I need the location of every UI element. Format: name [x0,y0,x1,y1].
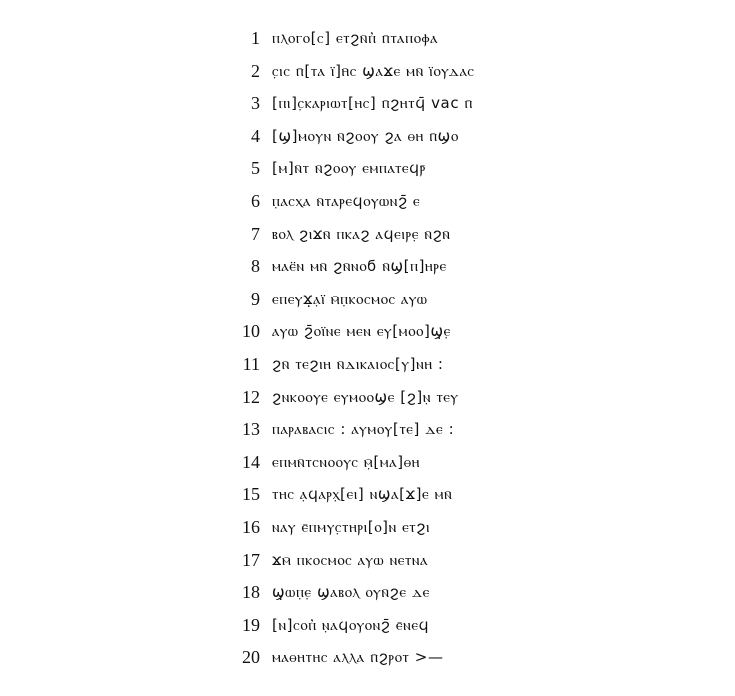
line-number: 4 [251,125,260,146]
line-number: 6 [251,190,260,211]
line-text: [ϣ]ⲙⲟⲩⲛ ⲛ̄ϩⲟⲟⲩ ϩⲁ ⲑⲏ ⲡ̄ϣⲟ [272,126,459,145]
line-text: ⲡⲗⲟⲅⲟ[ⲥ] ⲉⲧϩⲛ̄ⲡ̓ ⲡ̄ⲧⲁⲡⲟⲫⲁ [272,29,439,47]
line-number: 11 [242,353,260,374]
line-7 [0,220,735,253]
line-number: 9 [251,288,260,309]
line-text: ⲃⲟⲗ ϩⲓϫⲛ̄ ⲡⲕⲁϩ ⲁϥⲉⲓⲣⲉ̣ ⲛ̄ϩⲛ̄ [272,224,451,243]
line-text: [ⲙ]ⲛ̄ⲧ ⲛ̄ϩⲟⲟⲩ ⲉⲙⲡⲁⲧⲉϥⲣ̄ [272,159,426,178]
line-number: 2 [251,60,260,81]
line-8 [0,252,735,285]
line-text: ⲡⲁⲣⲁⲃⲁⲥⲓⲥ : ⲁⲩⲙⲟⲩ̣[ⲧⲉ] ⲇⲉ : [272,420,455,439]
line-6 [0,187,735,220]
line-text: ⲁⲩⲱ ϩ̄ⲟⲓ̈ⲛⲉ ⲙⲉⲛ ⲉⲩ[ⲙⲟⲟ]ϣ̣ⲉ̣ [272,322,451,341]
line-4 [0,122,735,155]
line-text: ⲥ̣ⲓⲥ ⲡ̄[ⲧⲁ ⲓ̈]ⲏ̄ⲥ ϣⲁϫⲉ ⲙⲛ̄ ⲓ̈ⲟⲩⲇⲁⲥ [272,61,475,80]
line-number: 5 [251,158,260,179]
line-3 [0,89,735,122]
line-10 [0,317,735,350]
line-number: 10 [242,321,260,342]
line-number: 19 [242,614,260,635]
line-18 [0,578,735,611]
line-number: 20 [242,647,260,668]
line-5 [0,154,735,187]
line-2 [0,57,735,90]
line-number: 1 [251,28,260,48]
line-number: 8 [251,256,260,277]
line-number: 3 [251,93,260,114]
line-number: 7 [251,223,260,244]
line-15 [0,480,735,513]
line-number: 17 [242,549,260,570]
line-number: 13 [242,419,260,440]
line-16 [0,513,735,546]
line-text: ⲙⲁⲑⲏⲧⲏⲥ ⲁⲗⲗⲁ ⲡ̄ϩⲣⲟⲧ >— [272,648,444,667]
line-text: ⲙⲁⲉ̈ⲛ ⲙⲛ̄ ϩⲛ̄ⲛⲟϭ ⲛ̄ϣ[ⲡ]ⲏⲣⲉ [272,257,447,276]
line-14 [0,448,735,481]
line-text: ⲡ̣ⲁⲥⲭⲁ ⲛ̄ⲧⲁⲣⲉϥⲟⲩⲱⲛϩ̄ ⲉ [272,191,421,210]
line-9 [0,285,735,318]
transcription [0,24,735,676]
line-text: ϩⲛ̄ ⲧⲉϩⲓⲏ ⲛ̄ⲇⲓⲕⲁⲓⲟⲥ[ⲩ]ⲛⲏ : [272,354,444,373]
line-20 [0,643,735,676]
line-text: ϫⲙ̄ ⲡⲕⲟⲥⲙⲟⲥ ⲁⲩⲱ ⲛⲉⲧⲛⲁ [272,550,429,569]
line-text: ⲛⲁⲩ ⲉ̄ⲡⲙⲩⲥ̣ⲧⲏⲣⲓ[ⲟ]ⲛ ⲉⲧϩⲓ [272,517,431,536]
line-text: ⲉⲡⲉⲩϫ̣ⲁ̣ⲓ̈ ⲙ̄ⲡ̣ⲕⲟⲥⲙⲟⲥ ⲁⲩⲱ [272,289,428,308]
line-text: ⲉⲡⲙⲛ̄ⲧⲥⲛⲟⲟⲩⲥ ⲙ̣̄[ⲙⲁ]ⲑⲏ [272,452,420,471]
line-19 [0,611,735,644]
line-17 [0,546,735,579]
line-text: [ⲛ]ⲥⲟⲡ̓ ⲛ̣ⲁϥⲟⲩⲟⲛϩ̄ ⲉ̄ⲛⲉϥ [272,615,430,634]
line-11 [0,350,735,383]
line-12 [0,383,735,416]
line-number: 16 [242,516,260,537]
line-13 [0,415,735,448]
line-number: 18 [242,582,260,603]
line-number: 12 [242,386,260,407]
line-number: 14 [242,451,260,472]
line-text: ⲧⲏⲥ ⲁ̣ϥⲁⲣⲭ̣[ⲉⲓ] ⲛϣⲁ[ϫ]ⲉ ⲙⲛ̄ [272,485,453,504]
line-text: ϩⲛⲕⲟⲟⲩⲉ ⲉⲩⲙⲟⲟϣⲉ [ϩ]ⲛ̣ ⲧⲉⲩ [272,387,459,406]
line-number: 15 [242,484,260,505]
line-1 [0,24,735,57]
line-text: [ⲡⲓ]ⲥ̣ⲕⲁⲣⲓⲱⲧ[ⲏⲥ] ⲡ̄ϩⲏⲧϥ̄ vac ⲡ̄ [272,94,474,113]
line-text: ϣ̣ⲱⲡ̣ⲉ̣ ϣⲁⲃⲟⲗ ⲟⲩⲛ̄ϩⲉ ⲇⲉ [272,583,430,602]
